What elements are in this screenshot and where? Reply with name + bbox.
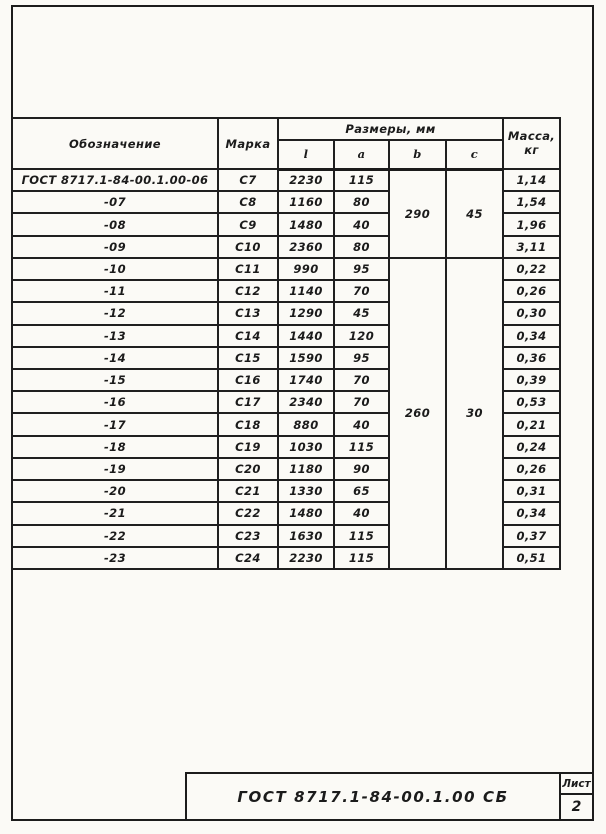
col-header-c: c bbox=[446, 140, 503, 169]
dim-a-cell: 80 bbox=[334, 191, 389, 213]
designation-cell: ГОСТ 8717.1-84-00.1.00-06 bbox=[12, 169, 218, 191]
title-block bbox=[185, 772, 594, 821]
dim-a-cell: 115 bbox=[334, 436, 389, 458]
dim-a-cell: 115 bbox=[334, 547, 389, 569]
dim-l-cell: 2230 bbox=[278, 547, 334, 569]
dim-l-cell: 1480 bbox=[278, 502, 334, 524]
dim-c-cell: 45 bbox=[446, 169, 503, 258]
dim-a-cell: 65 bbox=[334, 480, 389, 502]
designation-cell: -21 bbox=[12, 502, 218, 524]
dim-l-cell: 880 bbox=[278, 413, 334, 435]
dim-a-cell: 70 bbox=[334, 391, 389, 413]
dim-l-cell: 2360 bbox=[278, 236, 334, 258]
designation-cell: -18 bbox=[12, 436, 218, 458]
mark-cell: С22 bbox=[218, 502, 278, 524]
mass-cell: 0,31 bbox=[503, 480, 560, 502]
col-header-b: b bbox=[389, 140, 446, 169]
mass-cell: 0,26 bbox=[503, 458, 560, 480]
sheet-number: 2 bbox=[571, 799, 582, 815]
title-block-document-number: ГОСТ 8717.1-84-00.1.00 СБ bbox=[237, 787, 509, 806]
dim-l-cell: 2340 bbox=[278, 391, 334, 413]
mass-cell: 0,51 bbox=[503, 547, 560, 569]
mark-cell: С8 bbox=[218, 191, 278, 213]
col-header-designation: Обозначение bbox=[12, 118, 218, 169]
dim-c-cell: 30 bbox=[446, 258, 503, 569]
dim-a-cell: 70 bbox=[334, 280, 389, 302]
mark-cell: С11 bbox=[218, 258, 278, 280]
dim-l-cell: 990 bbox=[278, 258, 334, 280]
designation-cell: -11 bbox=[12, 280, 218, 302]
designation-cell: -13 bbox=[12, 325, 218, 347]
mass-cell: 1,14 bbox=[503, 169, 560, 191]
mark-cell: С15 bbox=[218, 347, 278, 369]
dim-a-cell: 120 bbox=[334, 325, 389, 347]
mass-label-line1: Масса, bbox=[507, 129, 556, 144]
designation-cell: -09 bbox=[12, 236, 218, 258]
mark-cell: С20 bbox=[218, 458, 278, 480]
col-header-dimensions: Размеры, мм bbox=[278, 118, 503, 140]
dim-a-cell: 95 bbox=[334, 258, 389, 280]
mark-cell: С19 bbox=[218, 436, 278, 458]
col-header-l: l bbox=[278, 140, 334, 169]
dim-l-cell: 1330 bbox=[278, 480, 334, 502]
dim-l-cell: 1480 bbox=[278, 213, 334, 235]
mark-cell: С21 bbox=[218, 480, 278, 502]
mark-cell: С7 bbox=[218, 169, 278, 191]
dim-l-cell: 1160 bbox=[278, 191, 334, 213]
dim-a-cell: 90 bbox=[334, 458, 389, 480]
mass-cell: 1,54 bbox=[503, 191, 560, 213]
designation-cell: -12 bbox=[12, 302, 218, 324]
designation-cell: -14 bbox=[12, 347, 218, 369]
sheet-box bbox=[559, 774, 592, 819]
dim-l-cell: 1290 bbox=[278, 302, 334, 324]
dim-a-cell: 40 bbox=[334, 413, 389, 435]
mark-cell: С12 bbox=[218, 280, 278, 302]
designation-cell: -19 bbox=[12, 458, 218, 480]
mass-cell: 0,34 bbox=[503, 502, 560, 524]
specification-table bbox=[11, 117, 561, 570]
header-row-top bbox=[12, 118, 560, 140]
dim-a-cell: 70 bbox=[334, 369, 389, 391]
mass-cell: 0,36 bbox=[503, 347, 560, 369]
mass-cell: 0,21 bbox=[503, 413, 560, 435]
dim-a-cell: 80 bbox=[334, 236, 389, 258]
col-header-a: a bbox=[334, 140, 389, 169]
dim-a-cell: 40 bbox=[334, 502, 389, 524]
designation-cell: -20 bbox=[12, 480, 218, 502]
col-header-mass bbox=[503, 118, 560, 169]
dim-l-cell: 1180 bbox=[278, 458, 334, 480]
mark-cell: С14 bbox=[218, 325, 278, 347]
dim-a-cell: 45 bbox=[334, 302, 389, 324]
dim-l-cell: 1630 bbox=[278, 525, 334, 547]
designation-cell: -23 bbox=[12, 547, 218, 569]
designation-cell: -07 bbox=[12, 191, 218, 213]
mark-cell: С24 bbox=[218, 547, 278, 569]
table-row bbox=[12, 258, 560, 280]
dim-a-cell: 115 bbox=[334, 169, 389, 191]
mark-cell: С13 bbox=[218, 302, 278, 324]
dim-l-cell: 1740 bbox=[278, 369, 334, 391]
designation-cell: -22 bbox=[12, 525, 218, 547]
dim-a-cell: 40 bbox=[334, 213, 389, 235]
dim-b-cell: 260 bbox=[389, 258, 446, 569]
dim-l-cell: 2230 bbox=[278, 169, 334, 191]
designation-cell: -08 bbox=[12, 213, 218, 235]
mass-cell: 3,11 bbox=[503, 236, 560, 258]
designation-cell: -17 bbox=[12, 413, 218, 435]
col-header-mark: Марка bbox=[218, 118, 278, 169]
mass-cell: 1,96 bbox=[503, 213, 560, 235]
mark-cell: С10 bbox=[218, 236, 278, 258]
dim-b-cell: 290 bbox=[389, 169, 446, 258]
designation-cell: -15 bbox=[12, 369, 218, 391]
dim-l-cell: 1030 bbox=[278, 436, 334, 458]
dim-a-cell: 95 bbox=[334, 347, 389, 369]
dim-a-cell: 115 bbox=[334, 525, 389, 547]
table-row bbox=[12, 169, 560, 191]
mass-cell: 0,22 bbox=[503, 258, 560, 280]
mass-cell: 0,30 bbox=[503, 302, 560, 324]
mark-cell: С16 bbox=[218, 369, 278, 391]
mass-cell: 0,37 bbox=[503, 525, 560, 547]
mass-cell: 0,24 bbox=[503, 436, 560, 458]
sheet-label: Лист bbox=[561, 774, 592, 795]
mass-label-line2: кг bbox=[524, 142, 539, 157]
dim-l-cell: 1590 bbox=[278, 347, 334, 369]
table-header bbox=[12, 118, 560, 169]
mark-cell: С23 bbox=[218, 525, 278, 547]
mass-cell: 0,34 bbox=[503, 325, 560, 347]
designation-cell: -16 bbox=[12, 391, 218, 413]
mass-cell: 0,39 bbox=[503, 369, 560, 391]
dim-l-cell: 1140 bbox=[278, 280, 334, 302]
dim-l-cell: 1440 bbox=[278, 325, 334, 347]
mark-cell: С9 bbox=[218, 213, 278, 235]
mark-cell: С17 bbox=[218, 391, 278, 413]
mass-cell: 0,26 bbox=[503, 280, 560, 302]
designation-cell: -10 bbox=[12, 258, 218, 280]
mass-cell: 0,53 bbox=[503, 391, 560, 413]
mark-cell: С18 bbox=[218, 413, 278, 435]
table-body bbox=[12, 169, 560, 569]
